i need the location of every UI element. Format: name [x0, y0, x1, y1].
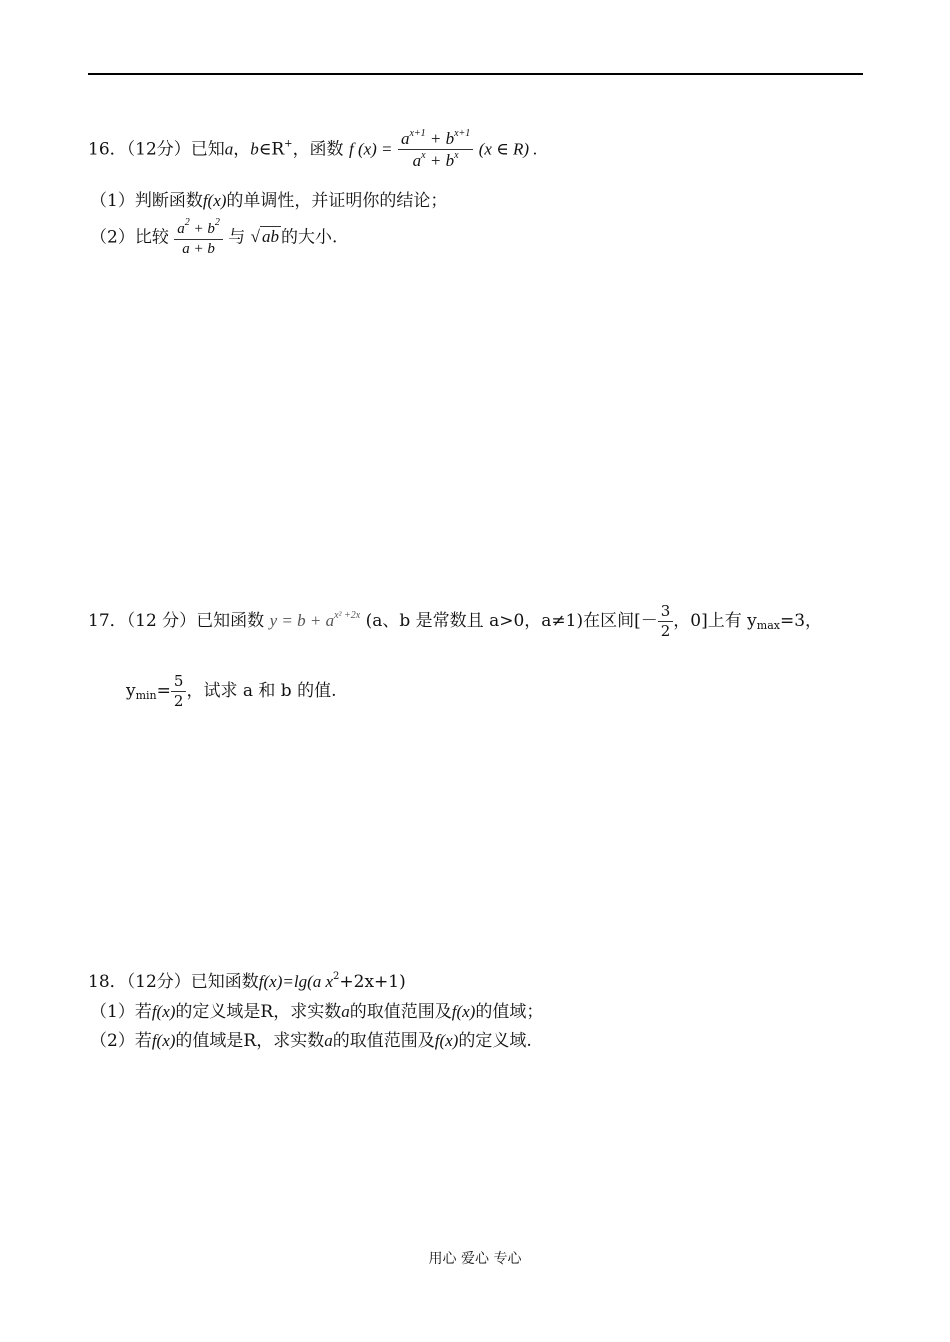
q16-fx: f (x) = — [348, 139, 393, 159]
q18-part1-var: a — [341, 1002, 350, 1021]
q16-part1-label: （1） — [90, 191, 135, 211]
q18-part2 — [90, 1026, 532, 1051]
q18-part1-a: 若 — [134, 1002, 152, 1022]
q17-statement — [88, 602, 822, 641]
q16-part2-text-a: 比较 — [134, 227, 169, 248]
q16-part2-numerator — [174, 217, 223, 239]
q16-part2 — [90, 217, 337, 259]
q16-statement — [88, 128, 538, 172]
q18-part1-fx2: f(x) — [451, 1002, 476, 1021]
q18-func: f(x)=lg(a x — [258, 972, 334, 991]
q16-func-word: ，函数 — [292, 139, 344, 160]
q16-part2-radicand: ab — [262, 227, 280, 247]
q18-part2-b: 的值域是R，求实数 — [175, 1031, 325, 1051]
q18-statement — [88, 967, 406, 992]
q17-func: y = b + a — [269, 610, 335, 630]
q17-condition: (a、b 是常数且 a>0，a≠1)在区间[－ — [365, 610, 658, 631]
q16-fraction — [398, 128, 473, 172]
q16-prefix: 已知 — [190, 139, 225, 160]
q16-var-a: a — [224, 139, 234, 159]
q17-min-sub: min — [135, 688, 157, 702]
q16-part1 — [90, 186, 447, 211]
q16-score: （12分） — [126, 139, 191, 160]
q18-number: 18． — [88, 972, 127, 992]
q18-part1-label: （1） — [90, 1002, 135, 1022]
q16-denominator — [410, 150, 462, 171]
q17-fraction2 — [171, 672, 187, 711]
q16-part2-text-b: 与 — [228, 227, 246, 248]
q17-frac-num: 3 — [660, 602, 671, 620]
q16-part1-text-b: 的单调性，并证明你的结论； — [226, 191, 448, 211]
q16-num-a: a — [400, 129, 410, 148]
q17-number: 17． — [88, 610, 127, 631]
q16-part2-num-a: a — [177, 221, 185, 237]
q16-numerator — [398, 128, 473, 149]
q18-part1 — [90, 997, 543, 1022]
q18-part2-var: a — [324, 1031, 333, 1050]
q16-part2-num-plus: + b — [189, 221, 215, 237]
q16-in-r: ∈R — [258, 139, 285, 160]
q17-eq: = — [156, 680, 171, 701]
q18-part1-b: 的定义域是R，求实数 — [175, 1002, 342, 1022]
q18-part1-c: 的取值范围及 — [349, 1002, 452, 1022]
q16-var-b: b — [250, 139, 259, 159]
q17-ymin: y — [126, 680, 136, 701]
q16-part2-denominator: a + b — [182, 240, 215, 257]
q16-den-a: a — [412, 151, 422, 171]
q17-frac-den: 2 — [660, 621, 671, 640]
page-footer: 用心 爱心 专心 — [428, 1251, 522, 1267]
q16-part2-fraction — [174, 217, 223, 259]
q17-max-sub: max — [756, 618, 780, 632]
q17-frac2-num: 5 — [173, 672, 184, 690]
header-rule — [88, 73, 863, 75]
q18-part2-a: 若 — [134, 1031, 152, 1051]
q16-den-plus: + b — [429, 151, 455, 171]
q16-part2-sqrt: √ ab — [250, 227, 280, 247]
q16-num-a-exp: x+1 — [409, 128, 426, 139]
q17-line2 — [126, 672, 337, 711]
q18-part2-label: （2） — [90, 1031, 135, 1051]
q16-part2-text-c: 的大小. — [281, 227, 338, 248]
q18-part2-d: 的定义域. — [458, 1031, 532, 1051]
q17-fraction — [658, 602, 674, 641]
q17-condition3: =3， — [779, 610, 823, 631]
q17-prefix: 已知函数 — [196, 610, 265, 631]
q16-part2-label: （2） — [90, 227, 135, 248]
q17-condition2: ，0]上有 y — [673, 610, 757, 631]
q18-part2-fx: f(x) — [151, 1031, 176, 1050]
q16-part1-text-a: 判断函数 — [134, 191, 203, 211]
q18-part1-fx: f(x) — [151, 1002, 176, 1021]
q18-exp: 2 — [333, 971, 340, 982]
q16-part1-fx: f(x) — [202, 191, 227, 210]
q17-tail: ，试求 a 和 b 的值. — [186, 680, 337, 701]
q18-func-tail: +2x+1) — [339, 972, 406, 992]
q16-num-plus: + b — [429, 129, 455, 148]
q17-func-exp: x² +2x — [334, 609, 361, 621]
q18-part2-c: 的取值范围及 — [332, 1031, 435, 1051]
q16-sep: ， — [233, 139, 251, 160]
q16-part2-num-exp2: 2 — [214, 217, 220, 228]
q17-score: （12 分） — [126, 610, 197, 631]
q18-part2-fx2: f(x) — [434, 1031, 459, 1050]
q16-part2-num-exp1: 2 — [184, 217, 190, 228]
q16-plus-sup: + — [284, 138, 293, 150]
q18-score: （12分） — [126, 972, 191, 992]
q16-number: 16． — [88, 139, 127, 160]
q16-domain: (x ∈ R) . — [478, 139, 538, 159]
q18-prefix: 已知函数 — [190, 972, 259, 992]
q16-num-b-exp: x+1 — [454, 128, 471, 139]
q18-part1-d: 的值域； — [475, 1002, 544, 1022]
q16-den-a-exp: x — [421, 150, 426, 162]
q17-frac2-den: 2 — [173, 691, 184, 710]
q16-den-b-exp: x — [454, 150, 459, 162]
